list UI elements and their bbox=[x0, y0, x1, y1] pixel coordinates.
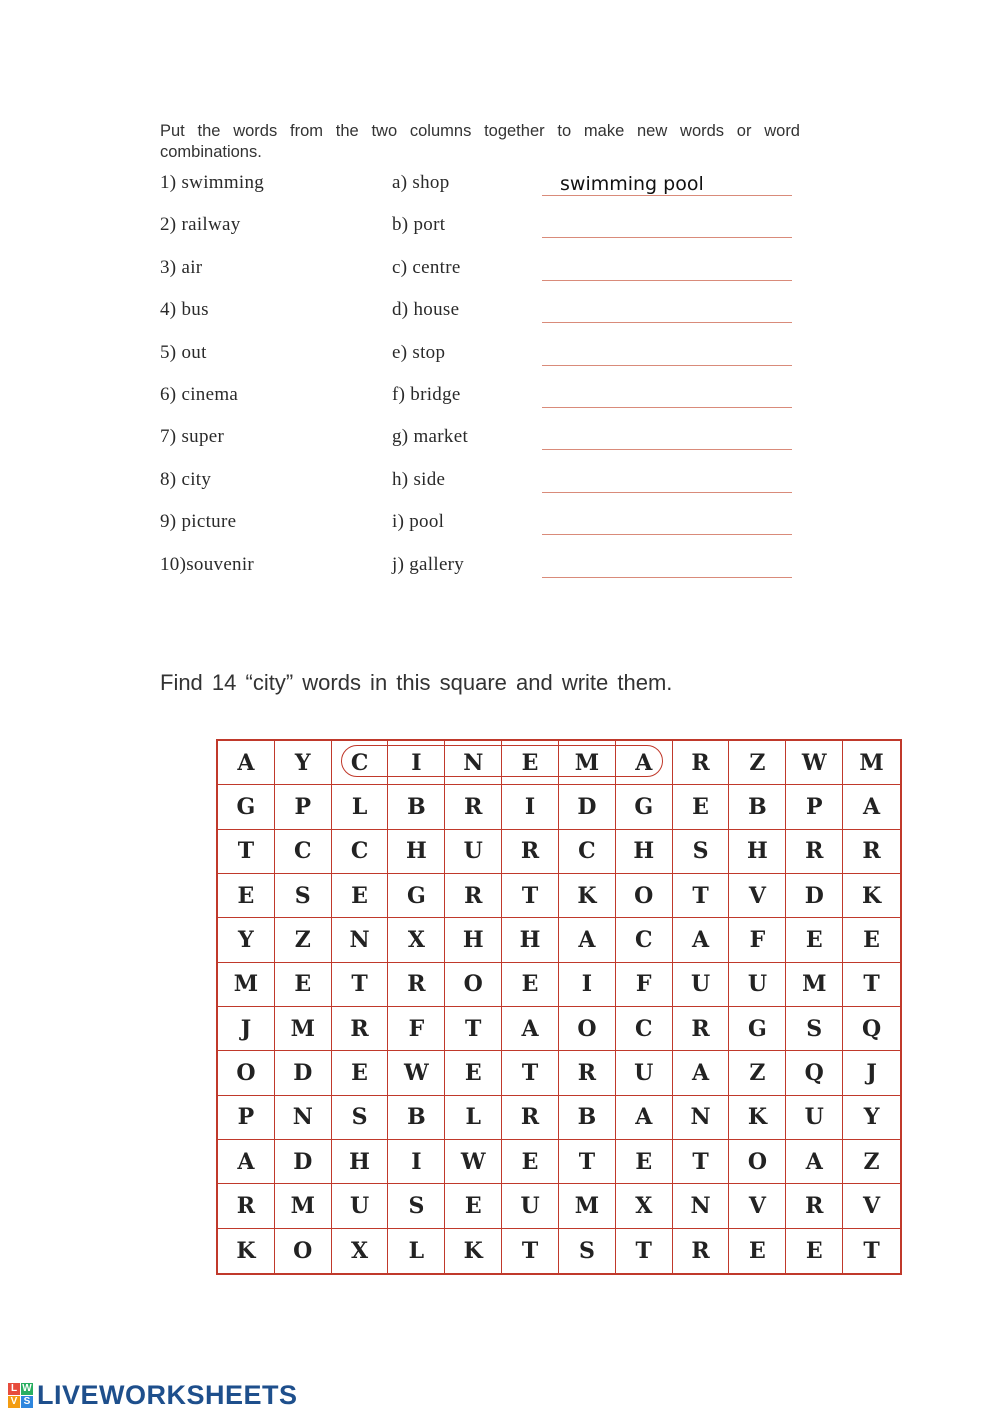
grid-cell[interactable]: C bbox=[616, 1007, 673, 1051]
grid-cell[interactable]: B bbox=[388, 1096, 445, 1140]
grid-cell[interactable]: K bbox=[729, 1096, 786, 1140]
right-word: e) stop bbox=[392, 341, 446, 363]
left-word: 1) swimming bbox=[160, 172, 265, 193]
left-word: 9) picture bbox=[160, 511, 237, 533]
grid-cell[interactable]: E bbox=[786, 1229, 843, 1273]
grid-cell[interactable]: R bbox=[445, 874, 502, 918]
right-word: j) gallery bbox=[392, 553, 465, 575]
grid-cell[interactable]: I bbox=[388, 1140, 445, 1184]
grid-cell[interactable]: O bbox=[275, 1229, 332, 1273]
wordsearch-grid bbox=[216, 739, 902, 1275]
matching-row bbox=[160, 469, 800, 511]
grid-cell[interactable]: T bbox=[559, 1140, 616, 1184]
grid-cell[interactable]: E bbox=[275, 963, 332, 1007]
matching-row bbox=[160, 214, 800, 256]
grid-cell[interactable]: P bbox=[218, 1096, 275, 1140]
left-word: 3) air bbox=[160, 256, 203, 278]
grid-cell[interactable]: E bbox=[332, 874, 389, 918]
grid-cell[interactable]: H bbox=[616, 830, 673, 874]
grid-cell[interactable]: E bbox=[502, 741, 559, 785]
grid-cell[interactable]: S bbox=[332, 1096, 389, 1140]
grid-cell[interactable]: E bbox=[332, 1051, 389, 1095]
grid-cell[interactable]: V bbox=[843, 1184, 900, 1228]
grid-cell[interactable]: C bbox=[332, 830, 389, 874]
grid-cell[interactable]: W bbox=[445, 1140, 502, 1184]
grid-cell[interactable]: U bbox=[673, 963, 730, 1007]
grid-cell[interactable]: R bbox=[843, 830, 900, 874]
grid-cell[interactable]: R bbox=[388, 963, 445, 1007]
grid-cell[interactable]: W bbox=[786, 741, 843, 785]
grid-cell[interactable]: I bbox=[388, 741, 445, 785]
grid-cell[interactable]: K bbox=[218, 1229, 275, 1273]
left-word: 10)souvenir bbox=[160, 553, 255, 575]
grid-cell[interactable]: N bbox=[445, 741, 502, 785]
logo-mark-letter: V bbox=[8, 1396, 20, 1408]
answer-input[interactable] bbox=[542, 469, 792, 493]
grid-cell[interactable]: T bbox=[843, 963, 900, 1007]
logo-text: LIVEWORKSHEETS bbox=[37, 1379, 298, 1410]
grid-cell[interactable]: D bbox=[559, 785, 616, 829]
grid-cell[interactable]: R bbox=[445, 785, 502, 829]
answer-input[interactable] bbox=[542, 172, 792, 196]
left-word: 4) bus bbox=[160, 299, 209, 321]
grid-cell[interactable]: O bbox=[729, 1140, 786, 1184]
grid-cell[interactable]: R bbox=[502, 830, 559, 874]
answer-input[interactable] bbox=[542, 257, 792, 281]
left-word: 5) out bbox=[160, 341, 207, 363]
instructions: Put the words from the two columns together to make new words or word combinations. bbox=[160, 121, 800, 161]
logo-mark-letter: S bbox=[21, 1396, 33, 1408]
grid-cell[interactable]: A bbox=[502, 1007, 559, 1051]
grid-cell[interactable]: U bbox=[786, 1096, 843, 1140]
grid-cell[interactable]: L bbox=[388, 1229, 445, 1273]
grid-cell[interactable]: E bbox=[502, 963, 559, 1007]
grid-cell[interactable]: U bbox=[502, 1184, 559, 1228]
grid-cell[interactable]: J bbox=[218, 1007, 275, 1051]
grid-cell[interactable]: O bbox=[616, 874, 673, 918]
grid-cell[interactable]: G bbox=[388, 874, 445, 918]
grid-cell[interactable]: B bbox=[559, 1096, 616, 1140]
grid-cell[interactable]: D bbox=[275, 1140, 332, 1184]
grid-cell[interactable]: V bbox=[729, 874, 786, 918]
grid-cell[interactable]: U bbox=[445, 830, 502, 874]
grid-cell[interactable]: R bbox=[502, 1096, 559, 1140]
grid-cell[interactable]: M bbox=[559, 1184, 616, 1228]
grid-cell[interactable]: S bbox=[388, 1184, 445, 1228]
grid-cell[interactable]: E bbox=[445, 1051, 502, 1095]
grid-cell[interactable]: A bbox=[218, 1140, 275, 1184]
right-word: a) shop bbox=[392, 172, 450, 193]
answer-input[interactable] bbox=[542, 426, 792, 450]
right-word: b) port bbox=[392, 214, 446, 236]
grid-cell[interactable]: N bbox=[673, 1184, 730, 1228]
matching-row bbox=[160, 554, 800, 596]
grid-cell[interactable]: R bbox=[218, 1184, 275, 1228]
grid-cell[interactable]: G bbox=[218, 785, 275, 829]
grid-cell[interactable]: E bbox=[786, 918, 843, 962]
matching-row bbox=[160, 384, 800, 426]
matching-exercise bbox=[160, 172, 800, 596]
right-word: i) pool bbox=[392, 511, 445, 533]
grid-cell[interactable]: S bbox=[275, 874, 332, 918]
grid-cell[interactable]: A bbox=[616, 1096, 673, 1140]
grid-cell[interactable]: Y bbox=[218, 918, 275, 962]
wordsearch-title: Find 14 “city” words in this square and write them. bbox=[160, 670, 673, 695]
grid-cell[interactable]: M bbox=[559, 741, 616, 785]
grid-cell[interactable]: H bbox=[445, 918, 502, 962]
grid-cell[interactable]: T bbox=[218, 830, 275, 874]
logo-mark-letter: W bbox=[22, 1383, 32, 1394]
grid-cell[interactable]: M bbox=[218, 963, 275, 1007]
grid-cell[interactable]: E bbox=[502, 1140, 559, 1184]
answer-input[interactable] bbox=[542, 384, 792, 408]
grid-cell[interactable]: F bbox=[729, 918, 786, 962]
answer-input[interactable] bbox=[542, 214, 792, 238]
grid-cell[interactable]: P bbox=[786, 785, 843, 829]
grid-cell[interactable]: A bbox=[786, 1140, 843, 1184]
grid-cell[interactable]: O bbox=[218, 1051, 275, 1095]
answer-input[interactable] bbox=[542, 511, 792, 535]
grid-cell[interactable]: M bbox=[275, 1184, 332, 1228]
matching-row bbox=[160, 342, 800, 384]
grid-cell[interactable]: Z bbox=[729, 1051, 786, 1095]
grid-cell[interactable]: E bbox=[218, 874, 275, 918]
grid-cell[interactable]: C bbox=[559, 830, 616, 874]
grid-cell[interactable]: S bbox=[673, 830, 730, 874]
grid-cell[interactable]: C bbox=[332, 741, 389, 785]
left-word: 7) super bbox=[160, 426, 225, 448]
grid-cell[interactable]: T bbox=[332, 963, 389, 1007]
grid-cell[interactable]: P bbox=[275, 785, 332, 829]
matching-row bbox=[160, 172, 800, 214]
grid-cell[interactable]: X bbox=[332, 1229, 389, 1273]
grid-cell[interactable]: O bbox=[559, 1007, 616, 1051]
grid-cell[interactable]: A bbox=[673, 918, 730, 962]
grid-cell[interactable]: J bbox=[843, 1051, 900, 1095]
answer-input[interactable] bbox=[542, 554, 792, 578]
grid-cell[interactable]: M bbox=[786, 963, 843, 1007]
grid-cell[interactable]: A bbox=[616, 741, 673, 785]
grid-cell[interactable]: Z bbox=[843, 1140, 900, 1184]
grid-cell[interactable]: H bbox=[729, 830, 786, 874]
grid-cell[interactable]: F bbox=[388, 1007, 445, 1051]
right-word: d) house bbox=[392, 299, 460, 321]
grid-cell[interactable]: R bbox=[673, 1007, 730, 1051]
left-word: 8) city bbox=[160, 468, 212, 490]
grid-cell[interactable]: S bbox=[559, 1229, 616, 1273]
grid-cell[interactable]: V bbox=[729, 1184, 786, 1228]
grid-cell[interactable]: O bbox=[445, 963, 502, 1007]
right-word: c) centre bbox=[392, 256, 461, 278]
grid-cell[interactable]: C bbox=[616, 918, 673, 962]
left-word: 6) cinema bbox=[160, 383, 239, 405]
grid-cell[interactable]: X bbox=[388, 918, 445, 962]
grid-cell[interactable]: E bbox=[445, 1184, 502, 1228]
grid-cell[interactable]: A bbox=[218, 741, 275, 785]
matching-row bbox=[160, 299, 800, 341]
grid-cell[interactable]: E bbox=[673, 785, 730, 829]
grid-cell[interactable]: R bbox=[559, 1051, 616, 1095]
grid-cell[interactable]: M bbox=[275, 1007, 332, 1051]
grid-cell[interactable]: H bbox=[332, 1140, 389, 1184]
grid-cell[interactable]: X bbox=[616, 1184, 673, 1228]
grid-cell[interactable]: G bbox=[729, 1007, 786, 1051]
answer-input[interactable] bbox=[542, 342, 792, 366]
grid-cell[interactable]: Q bbox=[843, 1007, 900, 1051]
grid-cell[interactable]: G bbox=[616, 785, 673, 829]
grid-cell[interactable]: R bbox=[332, 1007, 389, 1051]
grid-cell[interactable]: E bbox=[616, 1140, 673, 1184]
answer-input[interactable] bbox=[542, 299, 792, 323]
grid-cell[interactable]: K bbox=[559, 874, 616, 918]
grid-cell[interactable]: E bbox=[843, 918, 900, 962]
matching-row bbox=[160, 511, 800, 553]
grid-cell[interactable]: I bbox=[502, 785, 559, 829]
grid-cell[interactable]: Z bbox=[275, 918, 332, 962]
grid-cell[interactable]: T bbox=[673, 874, 730, 918]
matching-row bbox=[160, 257, 800, 299]
matching-row bbox=[160, 426, 800, 468]
grid-cell[interactable]: R bbox=[673, 1229, 730, 1273]
grid-cell[interactable]: K bbox=[843, 874, 900, 918]
grid-cell[interactable]: T bbox=[502, 874, 559, 918]
grid-cell[interactable]: S bbox=[786, 1007, 843, 1051]
grid-cell[interactable]: U bbox=[332, 1184, 389, 1228]
grid-cell[interactable]: H bbox=[502, 918, 559, 962]
right-word: h) side bbox=[392, 468, 446, 490]
logo-mark-letter: L bbox=[8, 1383, 20, 1395]
grid-cell[interactable]: D bbox=[275, 1051, 332, 1095]
grid-cell[interactable]: T bbox=[445, 1007, 502, 1051]
right-word: f) bridge bbox=[392, 383, 461, 405]
grid-cell[interactable]: I bbox=[559, 963, 616, 1007]
grid-cell[interactable]: E bbox=[729, 1229, 786, 1273]
grid-cell[interactable]: N bbox=[673, 1096, 730, 1140]
liveworksheets-logo[interactable] bbox=[8, 1380, 298, 1410]
grid-cell[interactable]: R bbox=[786, 1184, 843, 1228]
grid-cell[interactable]: U bbox=[729, 963, 786, 1007]
right-word: g) market bbox=[392, 426, 469, 448]
grid-cell[interactable]: N bbox=[275, 1096, 332, 1140]
grid-cell[interactable]: R bbox=[786, 830, 843, 874]
grid-cell[interactable]: Y bbox=[275, 741, 332, 785]
grid-cell[interactable]: W bbox=[388, 1051, 445, 1095]
grid-cell[interactable]: A bbox=[559, 918, 616, 962]
grid-cell[interactable]: Y bbox=[843, 1096, 900, 1140]
grid-cell[interactable]: T bbox=[673, 1140, 730, 1184]
grid-cell[interactable]: T bbox=[616, 1229, 673, 1273]
grid-cell[interactable]: N bbox=[332, 918, 389, 962]
grid-cell[interactable]: A bbox=[843, 785, 900, 829]
logo-mark-icon bbox=[8, 1383, 33, 1408]
grid-cell[interactable]: Z bbox=[729, 741, 786, 785]
grid-cell[interactable]: B bbox=[388, 785, 445, 829]
grid-cell[interactable]: A bbox=[673, 1051, 730, 1095]
grid-cell[interactable]: H bbox=[388, 830, 445, 874]
grid-cell[interactable]: Q bbox=[786, 1051, 843, 1095]
grid-cell[interactable]: L bbox=[445, 1096, 502, 1140]
grid-cell[interactable]: C bbox=[275, 830, 332, 874]
grid-cell[interactable]: L bbox=[332, 785, 389, 829]
left-word: 2) railway bbox=[160, 214, 241, 236]
grid-cell[interactable]: T bbox=[502, 1229, 559, 1273]
grid-cell[interactable]: T bbox=[502, 1051, 559, 1095]
grid-cell[interactable]: F bbox=[616, 963, 673, 1007]
grid-cell[interactable]: T bbox=[863, 1237, 880, 1264]
grid-cell[interactable]: B bbox=[729, 785, 786, 829]
grid-cell[interactable]: D bbox=[786, 874, 843, 918]
grid-cell[interactable]: K bbox=[445, 1229, 502, 1273]
grid-cell[interactable]: M bbox=[843, 741, 900, 785]
grid-cell[interactable]: R bbox=[673, 741, 730, 785]
grid-cell[interactable]: U bbox=[616, 1051, 673, 1095]
